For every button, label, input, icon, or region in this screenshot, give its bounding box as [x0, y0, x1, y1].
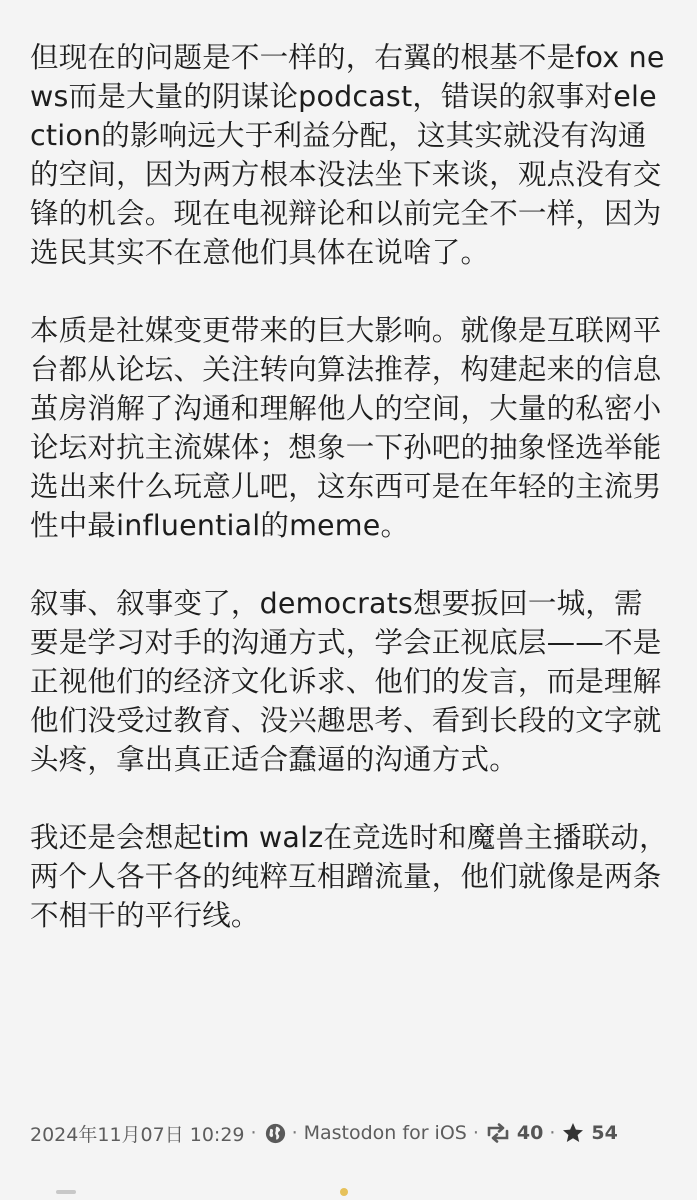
- post-paragraph-4: 我还是会想起tim walz在竞选时和魔兽主播联动，两个人各干各的纯粹互相蹭流量，他们就像是两条不相干的平行线。: [30, 821, 668, 932]
- post-paragraph-2: 本质是社媒变更带来的巨大影响。就像是互联网平台都从论坛、关注转向算法推荐，构建起来的信息茧房消解了沟通和理解他人的空间，大量的私密小论坛对抗主流媒体；想象一下孙吧的抽象怪选举能选出来什么玩意儿吧，这东西可是在年轻的主流男性中最influential的meme。: [30, 314, 662, 542]
- action-bar: [0, 1180, 697, 1200]
- post-paragraph-1: 但现在的问题是不一样的，右翼的根基不是fox news而是大量的阴谋论podcast，错误的叙事对election的影响远大于利益分配，这其实就没有沟通的空间，因为两方根本没法坐下来谈，观点没有交锋的机会。现在电视辩论和以前完全不一样，因为选民其实不在意他们具体在说啥了。: [30, 41, 665, 269]
- post-paragraph-3: 叙事、叙事变了，democrats想要扳回一城，需要是学习对手的沟通方式，学会正视底层——不是正视他们的经济文化诉求、他们的发言，而是理解他们没受过教育、没兴趣思考、看到长段的文字就头疼，拿出真正适合蠢逼的沟通方式。: [30, 587, 662, 776]
- favourite-count: 54: [591, 1122, 618, 1144]
- boost-count: 40: [516, 1122, 544, 1144]
- meta-separator: ·: [291, 1122, 298, 1144]
- boost-icon[interactable]: [485, 1122, 511, 1144]
- post-meta: [30, 1120, 618, 1146]
- meta-separator: ·: [549, 1122, 556, 1144]
- favourite-action-icon[interactable]: [340, 1188, 348, 1196]
- meta-separator: ·: [250, 1122, 257, 1144]
- reply-icon[interactable]: [56, 1190, 76, 1194]
- post-content: [30, 38, 670, 935]
- meta-separator: ·: [472, 1122, 479, 1144]
- client-app-name[interactable]: Mastodon for iOS: [303, 1122, 467, 1144]
- star-icon[interactable]: [561, 1121, 585, 1145]
- post-timestamp[interactable]: 2024年11月07日 10:29: [30, 1123, 245, 1146]
- globe-icon: [265, 1123, 286, 1144]
